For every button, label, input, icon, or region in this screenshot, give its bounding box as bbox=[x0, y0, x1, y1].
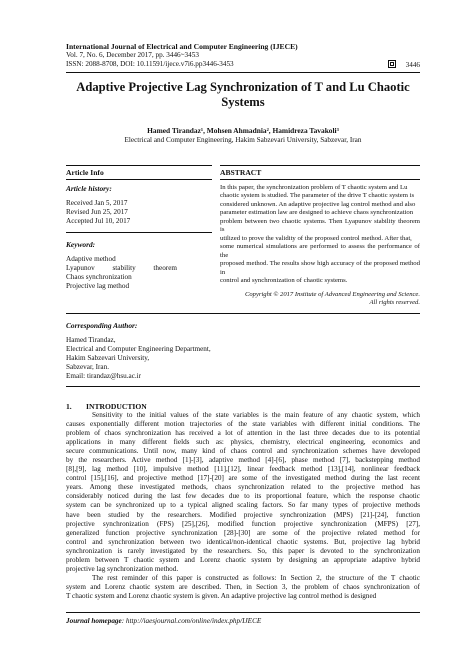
abstract-line: In this paper, the synchronization problem of T chaotic system and Lu bbox=[220, 184, 408, 191]
keyword-label: Keyword: bbox=[66, 240, 96, 249]
issn-line: ISSN: 2088-8708, DOI: 10.11591/ijece.v7i6.pp3446-3453 bbox=[66, 60, 234, 68]
abstract-rule bbox=[220, 179, 420, 180]
corresponding-city: Sabzevar, Iran. bbox=[66, 363, 110, 371]
footer-rule bbox=[66, 612, 420, 613]
body-line: by the researchers. Active method [1]-[3], adaptive method [4]-[6], phase method [7], backstepping method bbox=[66, 456, 420, 465]
copyright-line: Copyright © 2017 Institute of Advanced Engineering and Science. bbox=[244, 291, 420, 298]
article-history bbox=[66, 199, 212, 226]
keyword-rule bbox=[66, 232, 212, 233]
article-history-label: Article history: bbox=[66, 184, 112, 193]
body-line: projective lag synchronization method. bbox=[66, 564, 179, 573]
abstract-line: control and synchronization of chaotic systems. bbox=[220, 276, 348, 284]
history-received: Received Jan 5, 2017 bbox=[66, 199, 128, 207]
section-heading bbox=[66, 402, 147, 411]
journal-homepage bbox=[66, 617, 261, 625]
homepage-url[interactable]: : http://iaesjournal.com/online/index.php/IJECE bbox=[121, 617, 262, 625]
introduction-body bbox=[66, 411, 420, 601]
corresponding-rule bbox=[66, 313, 420, 314]
section-number: 1. bbox=[66, 402, 72, 411]
header-rule bbox=[66, 72, 420, 73]
abstract-line: parameter estimation law are designed to achieve chaos synchronization bbox=[220, 209, 414, 217]
article-info-top-rule bbox=[66, 165, 212, 166]
article-info-rule bbox=[66, 179, 212, 180]
rights-line: All rights reserved. bbox=[369, 299, 420, 307]
corresponding-university: Hakim Sabzevari University, bbox=[66, 354, 150, 362]
history-accepted: Accepted Jul 10, 2017 bbox=[66, 217, 131, 225]
author-list: Hamed Tirandaz¹, Mohsen Ahmadnia², Hamidreza Tavakoli³ bbox=[147, 126, 339, 135]
keyword-item: Adaptive method bbox=[66, 255, 116, 263]
body-line: problem between T chaotic system and Lorenz chaotic system by designing an appropriate adaptive hybrid bbox=[66, 555, 420, 564]
affiliation: Electrical and Computer Engineering, Hakim Sabzevari University, Sabzevar, Iran bbox=[124, 136, 362, 144]
volume-line: Vol. 7, No. 6, December 2017, pp. 3446~3453 bbox=[66, 51, 199, 59]
keyword-list bbox=[66, 255, 177, 291]
abstract-line: problem between two chaotic systems. Then Lyapunov stability theorem is bbox=[220, 217, 420, 234]
body-line: applications in many different fields such as: physics, chemistry, electrical engineering, economics and bbox=[66, 438, 420, 447]
history-revised: Revised Jun 25, 2017 bbox=[66, 208, 128, 216]
body-line: control [15],[16], and projective method [17]-[20] are some of the investigated method during the last recent bbox=[66, 474, 420, 483]
corresponding-name: Hamed Tirandaz, bbox=[66, 336, 116, 344]
body-line: causes exponentially different motion trajectories of the state variables with different initial conditions. The bbox=[66, 420, 420, 429]
body-line: years. Among these investigated methods, chaos synchronization related to the projective method has bbox=[66, 483, 420, 492]
journal-name: International Journal of Electrical and Computer Engineering (IJECE) bbox=[66, 42, 298, 51]
homepage-label: Journal homepage bbox=[66, 617, 122, 625]
introduction-paragraph bbox=[66, 574, 420, 601]
corresponding-email: Email: tirandaz@hsu.ac.ir bbox=[66, 372, 142, 380]
abstract-line: utilized to prove the validity of the proposed control method. After that, bbox=[220, 234, 412, 242]
body-line: generalized function projective synchronization [28]-[30] are some of the projective related method for bbox=[66, 528, 420, 537]
abstract-body bbox=[220, 184, 420, 285]
body-line: Sensitivity to the initial values of the state variables is the main feature of any chaotic system, which bbox=[92, 411, 420, 419]
abstract-heading: ABSTRACT bbox=[220, 168, 262, 177]
abstract-top-rule bbox=[220, 165, 420, 166]
paper-title: Adaptive Projective Lag Synchronization of T and Lu Chaotic Systems bbox=[76, 80, 410, 109]
page-number: 3446 bbox=[405, 61, 420, 69]
body-line: problem of chaos synchronization has received a lot of attention in the last three decades due to its potential bbox=[66, 429, 420, 438]
body-line: have been studied by the researchers. Modified projective synchronization (MPS) [21]-[24], function bbox=[66, 510, 420, 519]
front-matter-bottom-rule bbox=[66, 386, 420, 387]
journal-header bbox=[66, 42, 420, 69]
body-line: The rest reminder of this paper is constructed as follows: In Section 2, the structure of the T chaotic bbox=[92, 573, 420, 582]
corresponding-details bbox=[66, 336, 316, 381]
body-line: synchronization is rarely investigated by the researchers. So, this paper is devoted to the synchronization bbox=[66, 546, 420, 555]
abstract-line: chaotic system is studied. The parameter of the drive T chaotic system is bbox=[220, 192, 415, 200]
abstract-line: proposed method. The results show high accuracy of the proposed method in bbox=[220, 260, 420, 276]
body-line: considerably noticed during the last few decades due to its proportional feature, which the response chaotic bbox=[66, 492, 420, 501]
introduction-paragraph bbox=[66, 411, 420, 574]
body-line: control and synchronization between two identical/non-identical chaotic systems. But, projective lag hybrid bbox=[66, 537, 420, 546]
keyword-item: Chaos synchronization bbox=[66, 273, 132, 281]
corresponding-label: Corresponding Author: bbox=[66, 321, 138, 330]
copyright-notice bbox=[220, 291, 420, 308]
keyword-item: Projective lag method bbox=[66, 282, 130, 290]
body-line: [8],[9], lag method [10], impulsive method [11],[12], linear feedback method [13],[14], nonlinear feedback bbox=[66, 465, 420, 474]
abstract-line: some numerical simulations are performed to assess the performance of the bbox=[220, 243, 420, 259]
section-title: INTRODUCTION bbox=[86, 402, 147, 411]
book-icon bbox=[388, 60, 396, 68]
corresponding-department: Electrical and Computer Engineering Department, bbox=[66, 345, 211, 353]
article-info-heading: Article Info bbox=[66, 168, 104, 177]
body-line: system and Lorenz chaotic system are described. Then, in Section 3, the problem of chaos synchronization of bbox=[66, 582, 420, 591]
abstract-line: considered unknown. An adaptive projective lag control method and also bbox=[220, 200, 416, 208]
body-line: secure communications. Until now, many kind of chaos control and synchronization schemes have developed bbox=[66, 447, 420, 456]
keyword-item: Lyapunov stability theorem bbox=[66, 264, 177, 272]
body-line: projective synchronization (FPS) [25],[26], modified function projective synchronization (MFPS) [27], bbox=[66, 519, 420, 528]
body-line: system can be synchronized up to a typical aligned scaling factors. So far many types of projective methods bbox=[66, 501, 420, 510]
body-line: T chaotic system and Lorenz chaotic system is given. An adaptive projective lag control method is designed bbox=[66, 591, 377, 600]
